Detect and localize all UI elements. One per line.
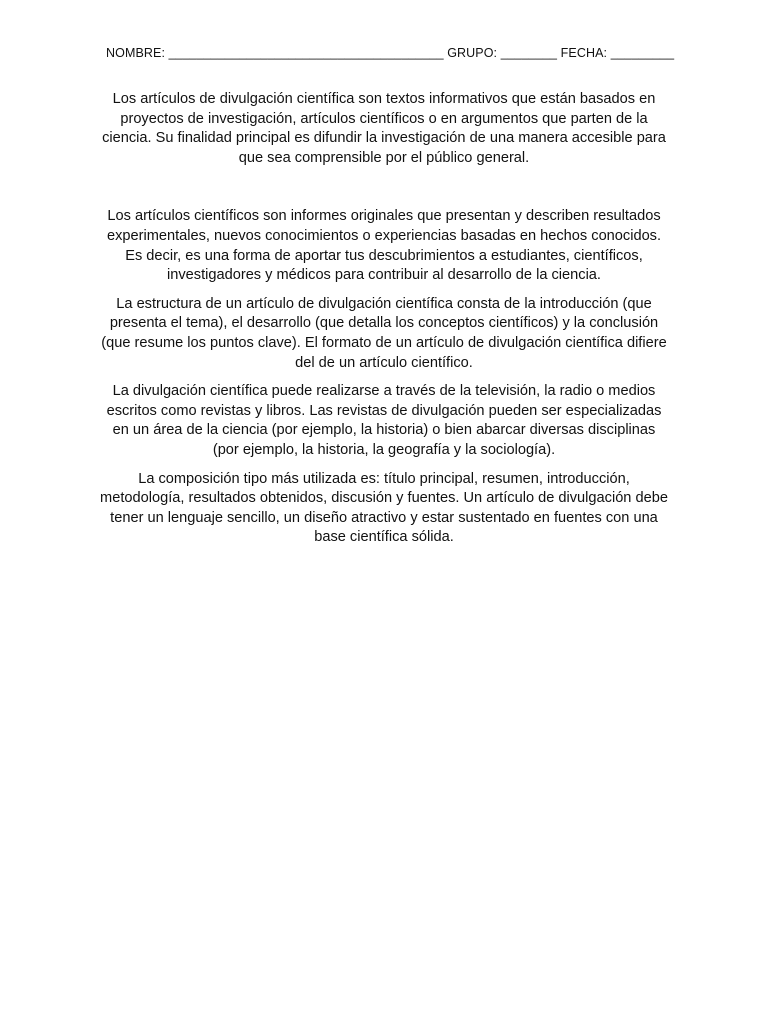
student-info-header: NOMBRE: _______________________________________ GRUPO: ________ FECHA: _________ [106,46,675,60]
paragraph-media: La divulgación científica puede realizarse a través de la televisión, la radio o medios escritos como revistas y libros. Las revistas de divulgación pueden ser especializadas en un área de la ciencia (por ejemplo, la historia) o bien abarcar diversas disciplinas (por ejemplo, la historia, la geografía y la sociología). [106,383,662,458]
paragraph-composition: La composición tipo más utilizada es: título principal, resumen, introducción, metodología, resultados obtenidos, discusión y fuentes. Un artículo de divulgación debe tener un lenguaje sencillo, un diseño atractivo y estar sustentado en fuentes con una base científica sólida. [100,470,668,546]
paragraph-structure: La estructura de un artículo de divulgación científica consta de la introducción (que presenta el tema), el desarrollo (que detalla los conceptos científicos) y la conclusión (que resume los puntos clave). El formato de un artículo de divulgación científica difiere del de un artículo científico. [101,295,667,371]
paragraph-scientific-articles: Los artículos científicos son informes originales que presentan y describen resultados experimentales, nuevos conocimientos o experiencias basadas en hechos conocidos. Es decir, es una forma de aportar tus descubrimientos a estudiantes, científicos, investigadores y médicos para contribuir al desarrollo de la ciencia. [106,208,662,284]
document-body [100,90,668,557]
paragraph-definition: Los artículos de divulgación científica son textos informativos que están basados en proyectos de investigación, artículos científicos o en argumentos que parten de la ciencia. Su finalidad principal es difundir la investigación de una manera accesible para que sea comprensible por el público general. [102,91,666,166]
